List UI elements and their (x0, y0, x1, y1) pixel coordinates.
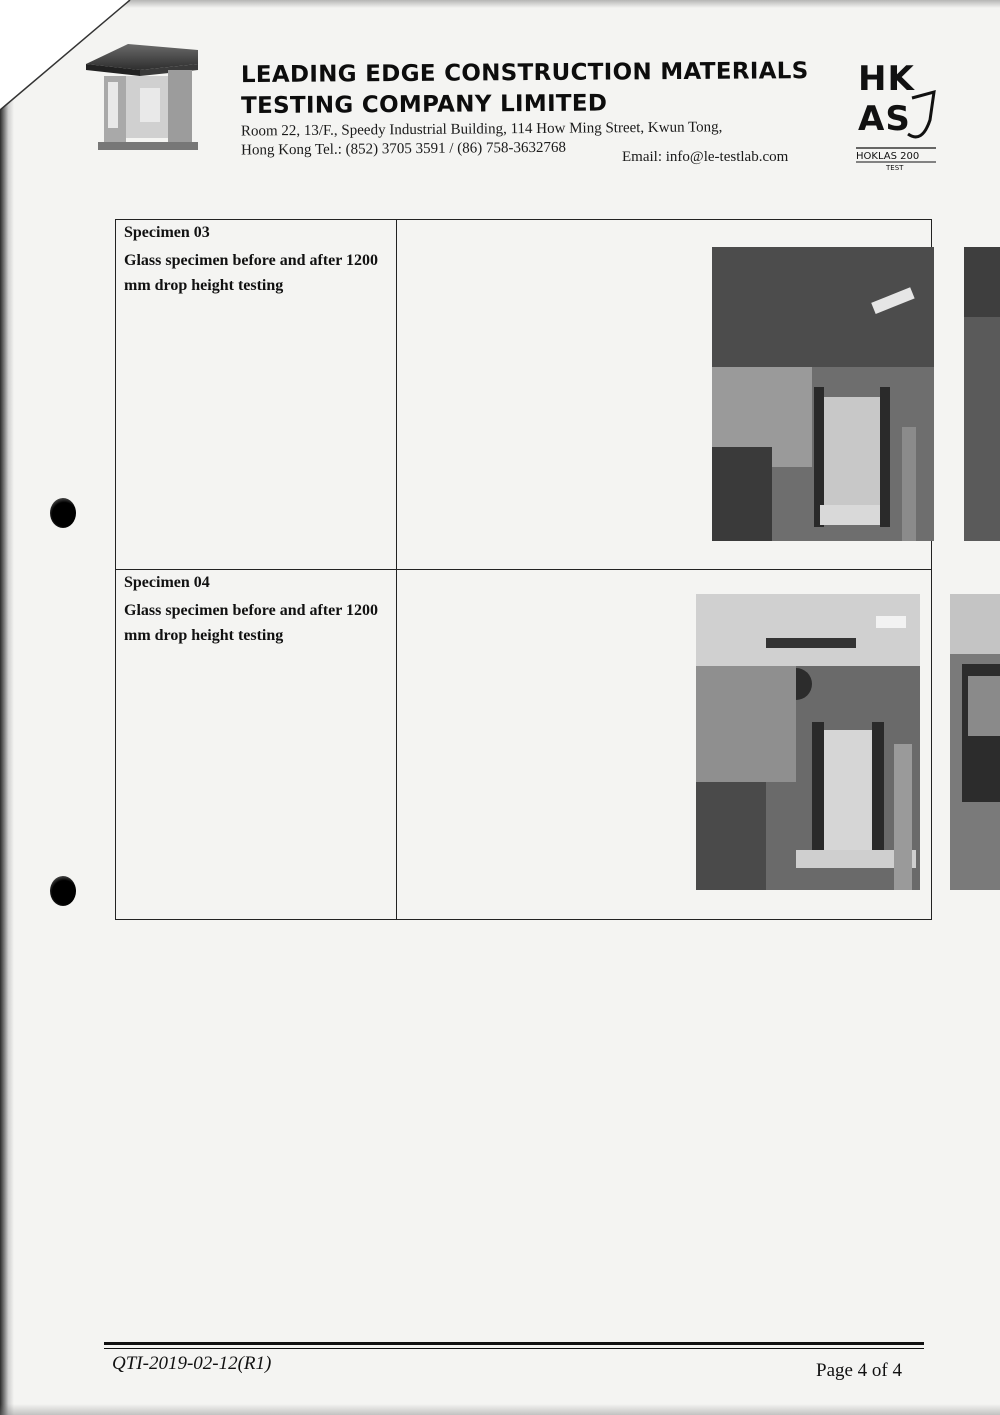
svg-text:HOKLAS 200: HOKLAS 200 (856, 151, 920, 162)
specimen-photo-table (115, 219, 932, 920)
scan-bottom-edge (0, 1404, 1000, 1415)
company-email: Email: info@le-testlab.com (622, 149, 789, 165)
specimen-03-before-photo (712, 247, 934, 541)
specimen-04-after-photo (950, 594, 1000, 890)
specimen-photos-cell (396, 220, 931, 570)
specimen-03-after-photo (964, 247, 1000, 541)
table-row (116, 570, 932, 920)
company-logo (80, 42, 202, 152)
scan-edge-shadow (0, 0, 14, 1415)
svg-text:AS: AS (858, 99, 911, 139)
specimen-description-cell (116, 570, 397, 920)
company-name-line1: LEADING EDGE CONSTRUCTION MATERIALS (240, 58, 809, 89)
punch-hole (50, 876, 76, 906)
specimen-description: Glass specimen before and after 1200 mm drop height testing (124, 252, 379, 294)
document-reference: QTI-2019-02-12(R1) (112, 1353, 272, 1374)
scan-top-edge (120, 0, 1000, 8)
hkas-accreditation-logo (856, 58, 936, 170)
footer-divider (104, 1348, 924, 1349)
address-line2: Hong Kong Tel.: (852) 3705 3591 / (86) 758-3632768 (241, 139, 567, 159)
table-row (116, 220, 932, 570)
svg-text:HK: HK (858, 59, 915, 99)
specimen-description: Glass specimen before and after 1200 mm drop height testing (124, 602, 379, 644)
specimen-title: Specimen 04 (124, 574, 210, 591)
specimen-title: Specimen 03 (124, 224, 210, 241)
punch-hole (50, 498, 76, 528)
specimen-photos-cell (396, 570, 931, 920)
address-line1: Room 22, 13/F., Speedy Industrial Building, 114 How Ming Street, Kwun Tong, (240, 119, 723, 140)
page-number: Page 4 of 4 (816, 1360, 903, 1381)
company-name-line2: TESTING COMPANY LIMITED (241, 90, 608, 120)
specimen-04-before-photo (696, 594, 920, 890)
company-name (241, 56, 841, 122)
svg-text:TEST: TEST (886, 164, 904, 170)
specimen-description-cell (116, 220, 397, 570)
footer-divider (104, 1342, 924, 1345)
